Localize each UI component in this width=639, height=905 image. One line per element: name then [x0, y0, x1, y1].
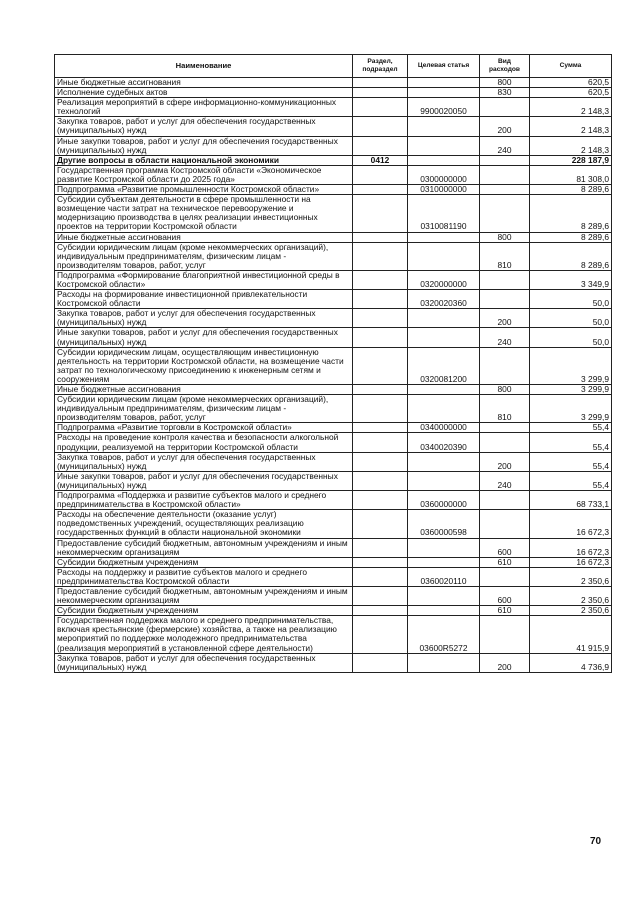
cell-sum: 50,0 — [530, 328, 612, 347]
cell-section — [353, 616, 408, 653]
cell-kind: 200 — [480, 452, 530, 471]
cell-kind: 200 — [480, 309, 530, 328]
cell-kind: 200 — [480, 117, 530, 136]
cell-sum: 55,4 — [530, 433, 612, 452]
header-name: Наименование — [55, 55, 353, 78]
table-row — [55, 423, 612, 433]
header-sum: Сумма — [530, 55, 612, 78]
table-row — [55, 195, 612, 232]
cell-sum: 2 148,3 — [530, 98, 612, 117]
cell-kind: 600 — [480, 538, 530, 557]
cell-article: 0320081200 — [408, 347, 480, 384]
budget-table — [54, 54, 612, 673]
cell-sum: 16 672,3 — [530, 557, 612, 567]
cell-section — [353, 78, 408, 88]
cell-name: Расходы на формирование инвестиционной привлекательности Костромской области — [55, 290, 353, 309]
cell-sum: 41 915,9 — [530, 616, 612, 653]
cell-article — [408, 606, 480, 616]
cell-section — [353, 606, 408, 616]
cell-article — [408, 471, 480, 490]
table-row — [55, 232, 612, 242]
cell-kind: 240 — [480, 328, 530, 347]
table-row — [55, 491, 612, 510]
cell-article — [408, 328, 480, 347]
cell-name: Иные закупки товаров, работ и услуг для обеспечения государственных (муниципальных) нужд — [55, 328, 353, 347]
cell-name: Другие вопросы в области национальной экономики — [55, 155, 353, 165]
cell-sum: 50,0 — [530, 309, 612, 328]
cell-sum: 16 672,3 — [530, 510, 612, 538]
cell-kind: 830 — [480, 88, 530, 98]
cell-name: Расходы на обеспечение деятельности (оказание услуг) подведомственных учреждений, осуществляющих реализацию государственных функций в области национальной экономики — [55, 510, 353, 538]
cell-article — [408, 385, 480, 395]
cell-name: Субсидии юридическим лицам (кроме некоммерческих организаций), индивидуальным предпринимателям, физическим лицам - производителям товаров, работ, услуг — [55, 242, 353, 270]
cell-name: Подпрограмма «Развитие торговли в Костромской области» — [55, 423, 353, 433]
header-row — [55, 55, 612, 78]
cell-section — [353, 309, 408, 328]
cell-sum: 55,4 — [530, 471, 612, 490]
cell-section — [353, 88, 408, 98]
cell-kind: 800 — [480, 232, 530, 242]
cell-section — [353, 117, 408, 136]
cell-sum: 620,5 — [530, 88, 612, 98]
cell-section — [353, 491, 408, 510]
cell-kind: 610 — [480, 557, 530, 567]
table-row — [55, 98, 612, 117]
cell-sum: 2 350,6 — [530, 586, 612, 605]
page-number: 70 — [590, 836, 602, 847]
header-article: Целевая статья — [408, 55, 480, 78]
cell-name: Подпрограмма «Поддержка и развитие субъектов малого и среднего предпринимательства в Костромской области» — [55, 491, 353, 510]
cell-section — [353, 232, 408, 242]
cell-name: Исполнение судебных актов — [55, 88, 353, 98]
table-row — [55, 385, 612, 395]
cell-section — [353, 395, 408, 423]
cell-article — [408, 309, 480, 328]
table-row — [55, 309, 612, 328]
table-row — [55, 452, 612, 471]
cell-sum: 2 350,6 — [530, 606, 612, 616]
cell-article: 0360020110 — [408, 567, 480, 586]
cell-article: 0310081190 — [408, 195, 480, 232]
cell-article — [408, 136, 480, 155]
cell-kind — [480, 185, 530, 195]
cell-sum: 68 733,1 — [530, 491, 612, 510]
cell-sum: 55,4 — [530, 452, 612, 471]
cell-kind: 810 — [480, 242, 530, 270]
cell-section — [353, 98, 408, 117]
cell-section — [353, 136, 408, 155]
header-kind: Вид расходов — [480, 55, 530, 78]
table-row — [55, 117, 612, 136]
header-section: Раздел, подраздел — [353, 55, 408, 78]
cell-name: Иные бюджетные ассигнования — [55, 385, 353, 395]
cell-article: 0320000000 — [408, 270, 480, 289]
cell-article: 0340000000 — [408, 423, 480, 433]
cell-sum: 3 299,9 — [530, 347, 612, 384]
cell-section — [353, 270, 408, 289]
cell-section — [353, 165, 408, 184]
cell-article — [408, 117, 480, 136]
cell-section — [353, 433, 408, 452]
cell-name: Субсидии субъектам деятельности в сфере промышленности на возмещение части затрат на техническое перевооружение и модернизацию производства в целях реализации инвестиционных проектов на территории Костромской области — [55, 195, 353, 232]
table-row — [55, 471, 612, 490]
cell-section — [353, 195, 408, 232]
cell-section — [353, 423, 408, 433]
cell-article: 0300000000 — [408, 165, 480, 184]
table-row — [55, 567, 612, 586]
cell-sum: 81 308,0 — [530, 165, 612, 184]
cell-article: 0360000000 — [408, 491, 480, 510]
cell-name: Подпрограмма «Развитие промышленности Костромской области» — [55, 185, 353, 195]
cell-name: Иные закупки товаров, работ и услуг для обеспечения государственных (муниципальных) нужд — [55, 136, 353, 155]
cell-sum: 50,0 — [530, 290, 612, 309]
cell-sum: 2 148,3 — [530, 136, 612, 155]
cell-section — [353, 557, 408, 567]
cell-sum: 4 736,9 — [530, 653, 612, 672]
table-row — [55, 347, 612, 384]
cell-kind — [480, 423, 530, 433]
cell-section — [353, 185, 408, 195]
cell-sum: 620,5 — [530, 78, 612, 88]
cell-section: 0412 — [353, 155, 408, 165]
table-row — [55, 290, 612, 309]
cell-name: Подпрограмма «Формирование благоприятной инвестиционной среды в Костромской области» — [55, 270, 353, 289]
cell-kind: 240 — [480, 471, 530, 490]
cell-name: Субсидии бюджетным учреждениям — [55, 557, 353, 567]
cell-name: Расходы на проведение контроля качества и безопасности алкогольной продукции, реализуемой на территории Костромской области — [55, 433, 353, 452]
cell-sum: 8 289,6 — [530, 185, 612, 195]
cell-sum: 228 187,9 — [530, 155, 612, 165]
cell-section — [353, 290, 408, 309]
cell-name: Иные закупки товаров, работ и услуг для обеспечения государственных (муниципальных) нужд — [55, 471, 353, 490]
cell-section — [353, 385, 408, 395]
cell-article: 0320020360 — [408, 290, 480, 309]
cell-article — [408, 538, 480, 557]
cell-article: 9900020050 — [408, 98, 480, 117]
cell-name: Иные бюджетные ассигнования — [55, 232, 353, 242]
table-row — [55, 616, 612, 653]
cell-article — [408, 653, 480, 672]
cell-sum: 55,4 — [530, 423, 612, 433]
cell-name: Субсидии юридическим лицам (кроме некоммерческих организаций), индивидуальным предпринимателям, физическим лицам - производителям товаров, работ, услуг — [55, 395, 353, 423]
table-row — [55, 78, 612, 88]
cell-kind: 610 — [480, 606, 530, 616]
cell-kind — [480, 290, 530, 309]
cell-name: Закупка товаров, работ и услуг для обеспечения государственных (муниципальных) нужд — [55, 309, 353, 328]
cell-article — [408, 395, 480, 423]
cell-kind — [480, 510, 530, 538]
table-row — [55, 165, 612, 184]
cell-section — [353, 586, 408, 605]
cell-kind: 800 — [480, 385, 530, 395]
cell-section — [353, 328, 408, 347]
table-row — [55, 185, 612, 195]
cell-section — [353, 471, 408, 490]
table-row — [55, 270, 612, 289]
cell-kind: 240 — [480, 136, 530, 155]
cell-article — [408, 88, 480, 98]
cell-name: Государственная программа Костромской области «Экономическое развитие Костромской области до 2025 года» — [55, 165, 353, 184]
table-row — [55, 586, 612, 605]
table-row — [55, 606, 612, 616]
cell-kind — [480, 98, 530, 117]
table-row — [55, 88, 612, 98]
cell-article — [408, 586, 480, 605]
cell-section — [353, 510, 408, 538]
cell-kind — [480, 270, 530, 289]
cell-section — [353, 538, 408, 557]
cell-article: 03600R5272 — [408, 616, 480, 653]
cell-section — [353, 653, 408, 672]
table-row — [55, 557, 612, 567]
cell-name: Предоставление субсидий бюджетным, автономным учреждениям и иным некоммерческим организациям — [55, 586, 353, 605]
cell-article: 0340020390 — [408, 433, 480, 452]
table-row — [55, 242, 612, 270]
cell-article: 0310000000 — [408, 185, 480, 195]
table-row — [55, 433, 612, 452]
cell-sum: 2 148,3 — [530, 117, 612, 136]
cell-article — [408, 557, 480, 567]
cell-sum: 8 289,6 — [530, 232, 612, 242]
cell-name: Государственная поддержка малого и среднего предпринимательства, включая крестьянские (фермерские) хозяйства, а также на реализацию мероприятий по поддержке молодежного предпринимательства (реализация мероприятий в установленной сфере деятельности) — [55, 616, 353, 653]
cell-kind — [480, 567, 530, 586]
cell-section — [353, 242, 408, 270]
table-row — [55, 538, 612, 557]
table-row — [55, 136, 612, 155]
cell-name: Расходы на поддержку и развитие субъектов малого и среднего предпринимательства Костромской области — [55, 567, 353, 586]
cell-kind — [480, 491, 530, 510]
cell-name: Субсидии юридическим лицам, осуществляющим инвестиционную деятельность на территории Костромской области, на возмещение части затрат по технологическому присоединению к инженерным сетям и сооружениям — [55, 347, 353, 384]
cell-kind: 810 — [480, 395, 530, 423]
cell-sum: 8 289,6 — [530, 242, 612, 270]
cell-name: Субсидии бюджетным учреждениям — [55, 606, 353, 616]
cell-section — [353, 567, 408, 586]
table-row — [55, 653, 612, 672]
cell-sum: 2 350,6 — [530, 567, 612, 586]
cell-name: Реализация мероприятий в сфере информационно-коммуникационных технологий — [55, 98, 353, 117]
cell-kind — [480, 347, 530, 384]
cell-name: Закупка товаров, работ и услуг для обеспечения государственных (муниципальных) нужд — [55, 117, 353, 136]
cell-sum: 3 299,9 — [530, 395, 612, 423]
cell-kind — [480, 195, 530, 232]
cell-section — [353, 347, 408, 384]
cell-sum: 16 672,3 — [530, 538, 612, 557]
table-row — [55, 328, 612, 347]
cell-kind: 200 — [480, 653, 530, 672]
cell-kind: 800 — [480, 78, 530, 88]
table-row — [55, 395, 612, 423]
cell-sum: 3 299,9 — [530, 385, 612, 395]
cell-article — [408, 242, 480, 270]
cell-name: Иные бюджетные ассигнования — [55, 78, 353, 88]
cell-section — [353, 452, 408, 471]
cell-article — [408, 155, 480, 165]
cell-article — [408, 78, 480, 88]
cell-name: Закупка товаров, работ и услуг для обеспечения государственных (муниципальных) нужд — [55, 653, 353, 672]
cell-name: Предоставление субсидий бюджетным, автономным учреждениям и иным некоммерческим организациям — [55, 538, 353, 557]
cell-sum: 8 289,6 — [530, 195, 612, 232]
cell-name: Закупка товаров, работ и услуг для обеспечения государственных (муниципальных) нужд — [55, 452, 353, 471]
cell-article — [408, 232, 480, 242]
cell-kind — [480, 155, 530, 165]
cell-article — [408, 452, 480, 471]
table-row — [55, 510, 612, 538]
cell-kind: 600 — [480, 586, 530, 605]
cell-kind — [480, 433, 530, 452]
cell-kind — [480, 616, 530, 653]
cell-sum: 3 349,9 — [530, 270, 612, 289]
cell-article: 0360000598 — [408, 510, 480, 538]
cell-kind — [480, 165, 530, 184]
table-row — [55, 155, 612, 165]
